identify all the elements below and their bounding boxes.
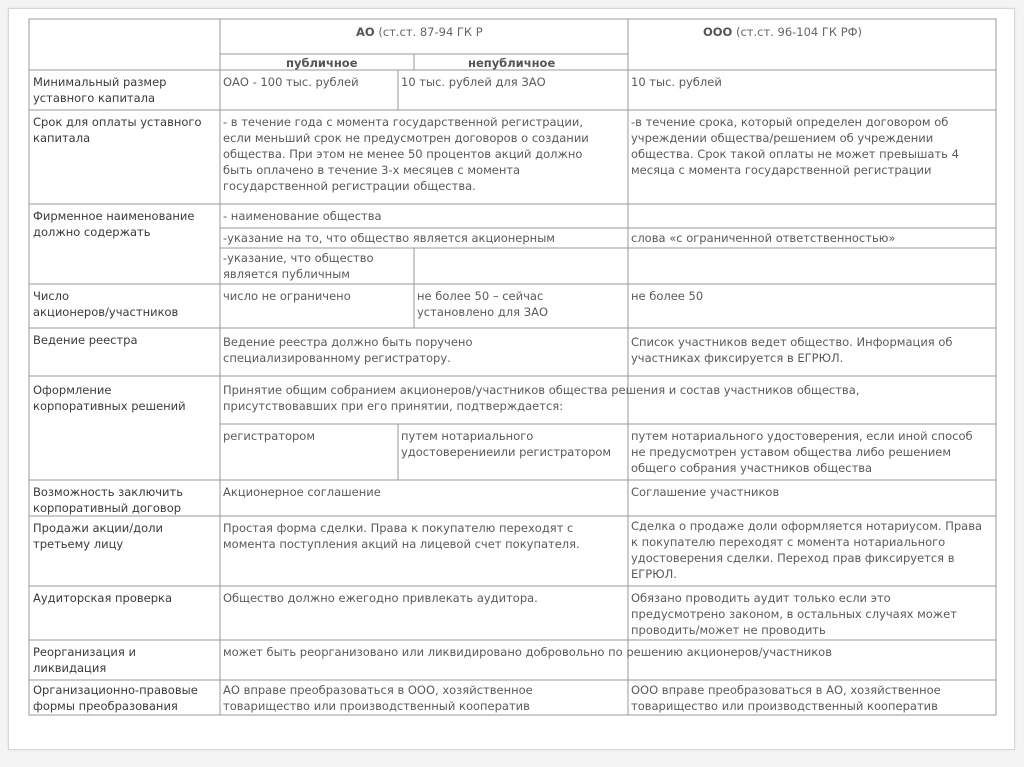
cell-payment-ooo: -в течение срока, который определен договором об учреждении общества/решением об учреждении общества. Срок такой оплаты не может превышать 4 месяца с момента государственной регистрации bbox=[631, 115, 959, 177]
label-reorg: Реорганизация и ликвидация bbox=[33, 645, 136, 675]
label-decisions: Оформление корпоративных решений bbox=[33, 383, 186, 413]
header-ao bbox=[356, 24, 483, 40]
cell-decisions-all: Принятие общим собранием акционеров/участников общества решения и состав участников общества, присутствовавших при его принятии, подтверждается: bbox=[223, 383, 860, 413]
label-sale: Продажи акции/доли третьему лицу bbox=[33, 521, 163, 551]
cell-name-ao: -указание на то, что общество является акционерным bbox=[223, 231, 555, 245]
cell-count-nonpublic: не более 50 – сейчас установлено для ЗАО bbox=[417, 289, 549, 319]
cell-payment-ao: - в течение года с момента государственной регистрации, если меньший срок не предусмотрен договоров о создании общества. При этом не менее 50 процентов акций должно быть оплачено в течение 3-х месяцев с момента государственной регистрации общества. bbox=[223, 115, 589, 193]
cell-sale-ao: Простая форма сделки. Права к покупателю переходят с момента поступления акций на лицевой счет покупателя. bbox=[223, 521, 580, 551]
header-ooo bbox=[703, 24, 862, 40]
header-ooo-bold: ООО bbox=[703, 25, 733, 39]
label-forms: Организационно-правовые формы преобразования bbox=[33, 683, 198, 713]
label-agreement: Возможность заключить корпоративный договор bbox=[33, 485, 184, 515]
cell-sale-ooo: Сделка о продаже доли оформляется нотариусом. Права к покупателю переходят с момента нотариального удостоверения сделки. Переход прав фиксируется в ЕГРЮЛ. bbox=[631, 519, 983, 581]
header-ooo-articles: (ст.ст. 96-104 ГК РФ) bbox=[732, 25, 863, 39]
cell-registry-ao: Ведение реестра должно быть поручено специализированному регистратору. bbox=[223, 335, 473, 365]
cell-reorg-all: может быть реорганизовано или ликвидировано добровольно по решению акционеров/участников bbox=[223, 645, 832, 659]
header-ao-bold: АО bbox=[356, 25, 375, 39]
cell-capital-nonpublic: 10 тыс. рублей для ЗАО bbox=[401, 75, 546, 89]
label-count: Число акционеров/участников bbox=[33, 289, 179, 319]
label-capital: Минимальный размер уставного капитала bbox=[33, 75, 167, 105]
cell-count-public: число не ограничено bbox=[223, 289, 351, 303]
cell-registry-ooo: Список участников ведет общество. Информация об участниках фиксируется в ЕГРЮЛ. bbox=[631, 335, 953, 365]
label-audit: Аудиторская проверка bbox=[33, 591, 173, 605]
cell-capital-ooo: 10 тыс. рублей bbox=[631, 75, 722, 89]
label-registry: Ведение реестра bbox=[33, 333, 138, 347]
label-name: Фирменное наименование должно содержать bbox=[33, 209, 195, 239]
cell-agreement-ooo: Соглашение участников bbox=[631, 485, 780, 499]
cell-audit-ao: Общество должно ежегодно привлекать аудитора. bbox=[223, 591, 538, 605]
cell-name-ooo: слова «с ограниченной ответственностью» bbox=[631, 231, 896, 245]
cell-decisions-ooo: путем нотариального удостоверения, если иной способ не предусмотрен уставом общества либо решением общего собрания участников общества bbox=[631, 429, 973, 475]
cell-decisions-public: регистратором bbox=[223, 429, 316, 443]
header-ao-articles: (ст.ст. 87-94 ГК Р bbox=[374, 25, 483, 39]
cell-name-all: - наименование общества bbox=[223, 209, 382, 223]
header-public: публичное bbox=[286, 56, 358, 70]
cell-audit-ooo: Обязано проводить аудит только если это предусмотрено законом, в остальных случаях может проводить/может не проводить bbox=[631, 591, 957, 637]
cell-capital-public: ОАО - 100 тыс. рублей bbox=[223, 75, 359, 89]
cell-forms-ooo: ООО вправе преобразоваться в АО, хозяйственное товарищество или производственный кооператив bbox=[631, 683, 941, 713]
cell-name-public: -указание, что общество является публичным bbox=[223, 251, 374, 281]
cell-count-ooo: не более 50 bbox=[631, 289, 704, 303]
label-payment: Срок для оплаты уставного капитала bbox=[33, 115, 202, 145]
cell-forms-ao: АО вправе преобразоваться в ООО, хозяйственное товарищество или производственный кооператив bbox=[223, 683, 533, 713]
cell-decisions-nonpublic: путем нотариального удостоверениеили регистратором bbox=[401, 429, 612, 459]
header-nonpublic: непубличное bbox=[468, 56, 556, 70]
cell-agreement-ao: Акционерное соглашение bbox=[223, 485, 381, 499]
